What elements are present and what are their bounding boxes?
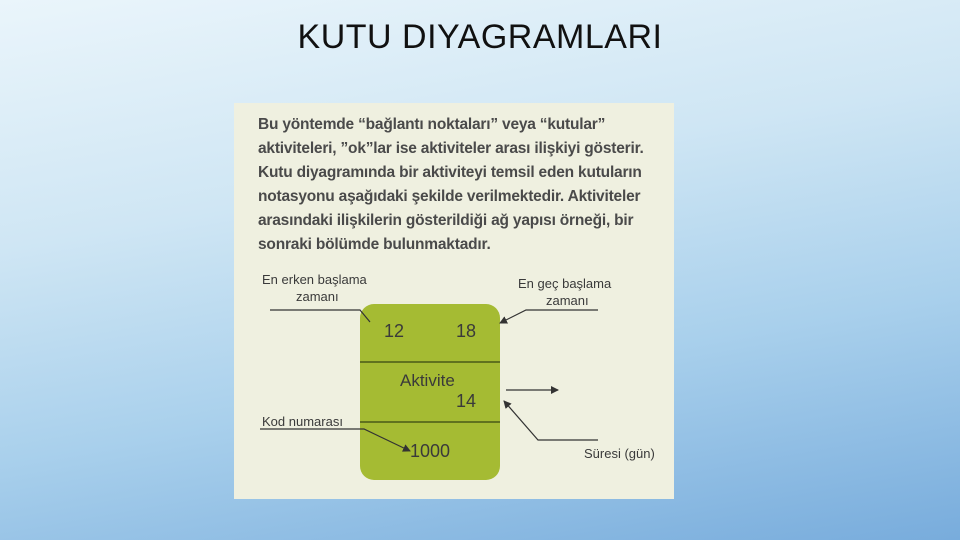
paragraph-line: sonraki bölümde bulunmaktadır. — [258, 236, 491, 253]
duration-value: 14 — [456, 391, 477, 411]
paragraph-line: arasındaki ilişkilerin gösterildiği ağ yapısı örneği, bir — [258, 212, 634, 229]
latest-start-label: En geç başlama — [518, 276, 612, 291]
activity-label: Aktivite — [400, 371, 455, 390]
duration-days-label: Süresi (gün) — [584, 446, 655, 461]
earliest-start-label: En erken başlama — [262, 272, 367, 287]
earliest-start-label-line2: zamanı — [296, 289, 339, 304]
slide-title: KUTU DIYAGRAMLARI — [297, 18, 663, 56]
paragraph-line: aktiviteleri, ”ok”lar ise aktiviteler arası ilişkiyi gösterir. — [258, 140, 644, 157]
duration-leader — [504, 401, 598, 440]
latest-start-label-line2: zamanı — [546, 293, 589, 308]
code-value: 1000 — [410, 441, 451, 461]
code-number-label: Kod numarası — [262, 414, 343, 429]
box-diagram — [234, 103, 674, 499]
earliest-start-leader — [270, 310, 370, 322]
latest-start-leader — [500, 310, 598, 323]
paragraph-line: notasyonu aşağıdaki şekilde verilmektedir. Aktiviteler — [258, 188, 641, 205]
content-image-panel — [234, 103, 674, 499]
earliest-start-value: 12 — [384, 321, 405, 341]
paragraph-line: Bu yöntemde “bağlantı noktaları” veya “kutular” — [258, 116, 606, 133]
paragraph-line: Kutu diyagramında bir aktiviteyi temsil eden kutuların — [258, 164, 642, 181]
latest-start-value: 18 — [456, 321, 477, 341]
